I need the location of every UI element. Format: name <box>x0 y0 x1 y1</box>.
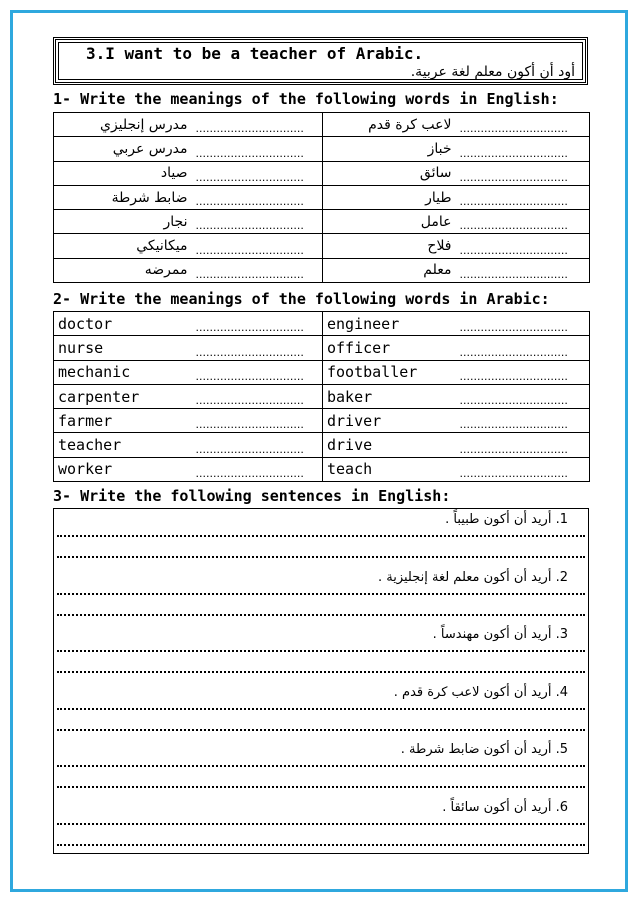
section2-table <box>53 311 590 482</box>
writing-line[interactable] <box>57 782 585 788</box>
word-english: worker <box>54 457 192 481</box>
word-english: baker <box>323 384 456 408</box>
section1-table <box>53 112 590 283</box>
answer-blank[interactable]: ............................... <box>192 457 323 481</box>
answer-blank[interactable]: ............................... <box>456 234 590 258</box>
sentence-arabic: 6. أريد أن أكون سائقاً . <box>442 799 568 815</box>
word-english: engineer <box>323 312 456 336</box>
title-box <box>53 37 588 85</box>
answer-blank[interactable]: ............................... <box>456 185 590 209</box>
sentence-arabic: 2. أريد أن أكون معلم لغة إنجليزية . <box>377 569 568 585</box>
answer-blank[interactable]: ............................... <box>192 433 323 457</box>
answer-blank[interactable]: ............................... <box>456 336 590 360</box>
table-row <box>54 137 590 161</box>
answer-blank[interactable]: ............................... <box>456 360 590 384</box>
word-english: mechanic <box>54 360 192 384</box>
answer-blank[interactable]: ............................... <box>192 258 323 282</box>
sentence-item <box>54 624 588 682</box>
writing-line[interactable] <box>57 552 585 558</box>
sentence-arabic: 4. أريد أن أكون لاعب كرة قدم . <box>393 684 568 700</box>
writing-line[interactable] <box>57 704 585 710</box>
answer-blank[interactable]: ............................... <box>192 210 323 234</box>
writing-line[interactable] <box>57 610 585 616</box>
word-english: footballer <box>323 360 456 384</box>
table-row <box>54 312 590 336</box>
writing-line[interactable] <box>57 531 585 537</box>
section1-heading: 1- Write the meanings of the following words in English: <box>53 90 559 108</box>
word-english: farmer <box>54 409 192 433</box>
word-arabic: خباز <box>323 137 456 161</box>
sentences-box <box>53 508 589 854</box>
answer-blank[interactable]: ............................... <box>192 409 323 433</box>
answer-blank[interactable]: ............................... <box>192 161 323 185</box>
answer-blank[interactable]: ............................... <box>456 384 590 408</box>
writing-line[interactable] <box>57 646 585 652</box>
section2-heading: 2- Write the meanings of the following words in Arabic: <box>53 290 550 308</box>
writing-line[interactable] <box>57 761 585 767</box>
word-arabic: لاعب كرة قدم <box>323 113 456 137</box>
table-row <box>54 161 590 185</box>
answer-blank[interactable]: ............................... <box>456 457 590 481</box>
word-arabic: صياد <box>54 161 192 185</box>
table-row <box>54 234 590 258</box>
word-english: officer <box>323 336 456 360</box>
writing-line[interactable] <box>57 589 585 595</box>
word-english: driver <box>323 409 456 433</box>
word-arabic: ضابط شرطة <box>54 185 192 209</box>
answer-blank[interactable]: ............................... <box>192 360 323 384</box>
table-row <box>54 433 590 457</box>
table-row <box>54 360 590 384</box>
word-arabic: سائق <box>323 161 456 185</box>
word-english: teach <box>323 457 456 481</box>
table-row <box>54 409 590 433</box>
section3-heading: 3- Write the following sentences in English: <box>53 487 451 505</box>
word-arabic: مدرس إنجليزي <box>54 113 192 137</box>
sentence-item <box>54 567 588 625</box>
answer-blank[interactable]: ............................... <box>192 234 323 258</box>
answer-blank[interactable]: ............................... <box>456 161 590 185</box>
answer-blank[interactable]: ............................... <box>456 409 590 433</box>
sentence-item <box>54 509 588 567</box>
table-row <box>54 185 590 209</box>
answer-blank[interactable]: ............................... <box>456 137 590 161</box>
sentence-arabic: 3. أريد أن أكون مهندساً . <box>432 627 568 643</box>
sentence-arabic: 1. أريد أن أكون طبيباً . <box>445 512 568 527</box>
table-row <box>54 258 590 282</box>
table-row <box>54 336 590 360</box>
answer-blank[interactable]: ............................... <box>192 137 323 161</box>
answer-blank[interactable]: ............................... <box>456 258 590 282</box>
answer-blank[interactable]: ............................... <box>192 185 323 209</box>
word-english: carpenter <box>54 384 192 408</box>
word-arabic: فلاح <box>323 234 456 258</box>
writing-line[interactable] <box>57 840 585 846</box>
table-row <box>54 113 590 137</box>
word-arabic: ميكانيكي <box>54 234 192 258</box>
answer-blank[interactable]: ............................... <box>192 384 323 408</box>
word-arabic: طيار <box>323 185 456 209</box>
word-arabic: نجار <box>54 210 192 234</box>
word-arabic: مدرس عربي <box>54 137 192 161</box>
answer-blank[interactable]: ............................... <box>456 433 590 457</box>
table-row <box>54 384 590 408</box>
writing-line[interactable] <box>57 667 585 673</box>
table-row <box>54 457 590 481</box>
writing-line[interactable] <box>57 725 585 731</box>
word-arabic: ممرضه <box>54 258 192 282</box>
sentence-item <box>54 682 588 740</box>
word-english: teacher <box>54 433 192 457</box>
answer-blank[interactable]: ............................... <box>456 113 590 137</box>
answer-blank[interactable]: ............................... <box>456 312 590 336</box>
word-english: nurse <box>54 336 192 360</box>
word-english: drive <box>323 433 456 457</box>
word-english: doctor <box>54 312 192 336</box>
word-arabic: عامل <box>323 210 456 234</box>
title-english: 3.I want to be a teacher of Arabic. <box>86 44 424 63</box>
answer-blank[interactable]: ............................... <box>456 210 590 234</box>
sentence-arabic: 5. أريد أن أكون ضابط شرطة . <box>400 742 568 758</box>
table-row <box>54 210 590 234</box>
word-arabic: معلم <box>323 258 456 282</box>
answer-blank[interactable]: ............................... <box>192 336 323 360</box>
answer-blank[interactable]: ............................... <box>192 113 323 137</box>
title-arabic: أود أن أكون معلم لغة عربية. <box>410 64 575 80</box>
writing-line[interactable] <box>57 819 585 825</box>
sentence-item <box>54 797 588 855</box>
answer-blank[interactable]: ............................... <box>192 312 323 336</box>
sentence-item <box>54 739 588 797</box>
